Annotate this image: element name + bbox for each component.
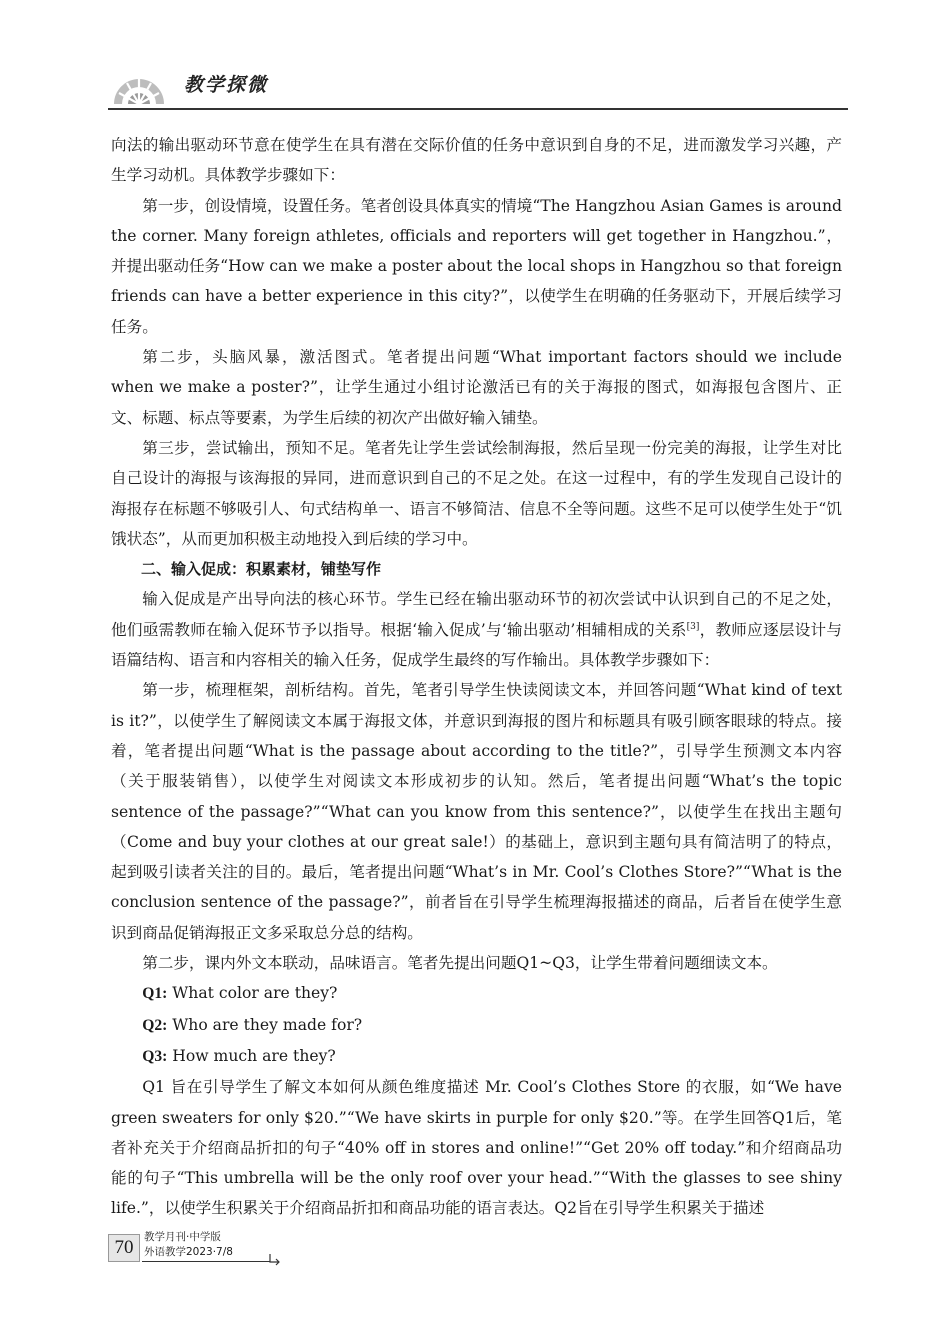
paragraph (111, 584, 842, 675)
section-heading: 二、输入促成：积累素材，铺垫写作 (141, 560, 382, 579)
footer-rule (142, 1261, 270, 1262)
journal-info (144, 1230, 233, 1260)
paragraph: Q1 旨在引导学生了解文本如何从颜色维度描述 Mr. Cool’s Clothes Store 的衣服，如“We have green sweaters for only $20.”“We have skirts in purple for only $20.”等。在学生回答Q1后，笔者补充关于介绍商品折扣的句子“40% off in stores and online!”“Get 20% off today.”和介绍商品功能的句子“This umbrella will be the only roof over your head.”“With the glasses to see shiny life.”，以使学生积累关于介绍商品折扣和商品功能的语言表达。Q2旨在引导学生积累关于描述 (111, 1078, 842, 1218)
citation: [3] (686, 621, 700, 632)
paragraph: 第三步，尝试输出，预知不足。笔者先让学生尝试绘制海报，然后呈现一份完美的海报，让学生对比自己设计的海报与该海报的异同，进而意识到自己的不足之处。在这一过程中，有的学生发现自己设计的海报存在标题不够吸引人、句式结构单一、语言不够简洁、信息不全等问题。这些不足可以使学生处于“饥饿状态”，从而更加积极主动地投入到后续的学习中。 (111, 438, 842, 548)
text-run: 输入促成是产出导向法的核心环节。学生已经在输出驱动环节的初次尝试中认识到自己的不足之处，他们亟需教师在输入促环节予以指导。根据‘输入促成’与‘输出驱动’相辅相成的关系 (111, 590, 842, 639)
arrow-right-icon (268, 1253, 282, 1267)
paragraph: 第一步，创设情境，设置任务。笔者创设具体真实的情境“The Hangzhou Asian Games is around the corner. Many foreign athletes, officials and reporters will get together in Hangzhou.”，并提出驱动任务“How can we make a poster about the local shops in Hangzhou so that foreign friends can have a better experience in this city?”，以使学生在明确的任务驱动下，开展后续学习任务。 (111, 196, 842, 336)
question-label: Q1: (142, 985, 168, 1003)
question-text: How much are they? (167, 1046, 336, 1065)
journal-name: 教学月刊·中学版 (144, 1231, 221, 1243)
paragraph: 第二步，头脑风暴，激活图式。笔者提出问题“What important factors should we include when we make a poster?”，让学生通过小组讨论激活已有的关于海报的图式，如海报包含图片、正文、标题、标点等要素，为学生后续的初次产出做好输入铺垫。 (111, 348, 842, 427)
journal-logo-icon (108, 64, 170, 108)
page-header (108, 64, 848, 108)
article-body (111, 130, 842, 1224)
question-label: Q3: (142, 1047, 168, 1065)
journal-issue: 外语教学2023·7/8 (144, 1246, 233, 1258)
question-item (111, 1010, 842, 1041)
section-title: 教学探微 (184, 74, 269, 96)
question-item (111, 978, 842, 1009)
text-run: ，教师应逐层设计与语篇结构、语言和内容相关的输入任务，促成学生最终的写作输出。具体教学步骤如下： (111, 620, 842, 670)
question-item (111, 1041, 842, 1072)
page-number: 70 (108, 1234, 140, 1262)
paragraph: 第二步，课内外文本联动，品味语言。笔者先提出问题Q1~Q3，让学生带着问题细读文本。 (142, 954, 778, 973)
page-footer (108, 1230, 308, 1270)
paragraph: 第一步，梳理框架，剖析结构。首先，笔者引导学生快读阅读文本，并回答问题“What kind of text is it?”，以使学生了解阅读文本属于海报文体，并意识到海报的图片和标题具有吸引顾客眼球的特点。接着，笔者提出问题“What is the passage about according to the title?”，引导学生预测文本内容（关于服装销售），以使学生对阅读文本形成初步的认知。然后，笔者提出问题“What’s the topic sentence of the passage?”“What can you know from this sentence?”，以使学生在找出主题句（Come and buy your clothes at our great sale!）的基础上，意识到主题句具有简洁明了的特点，起到吸引读者关注的目的。最后，笔者提出问题“What’s in Mr. Cool’s Clothes Store?”“What is the conclusion sentence of the passage?”，前者旨在引导学生梳理海报描述的商品，后者旨在使学生意识到商品促销海报正文多采取总分总的结构。 (111, 681, 842, 942)
question-text: What color are they? (167, 984, 338, 1003)
question-label: Q2: (142, 1016, 168, 1034)
paragraph: 向法的输出驱动环节意在使学生在具有潜在交际价值的任务中意识到自身的不足，进而激发学习兴趣，产生学习动机。具体教学步骤如下： (111, 136, 842, 185)
header-rule (108, 108, 848, 110)
question-text: Who are they made for? (167, 1015, 363, 1034)
